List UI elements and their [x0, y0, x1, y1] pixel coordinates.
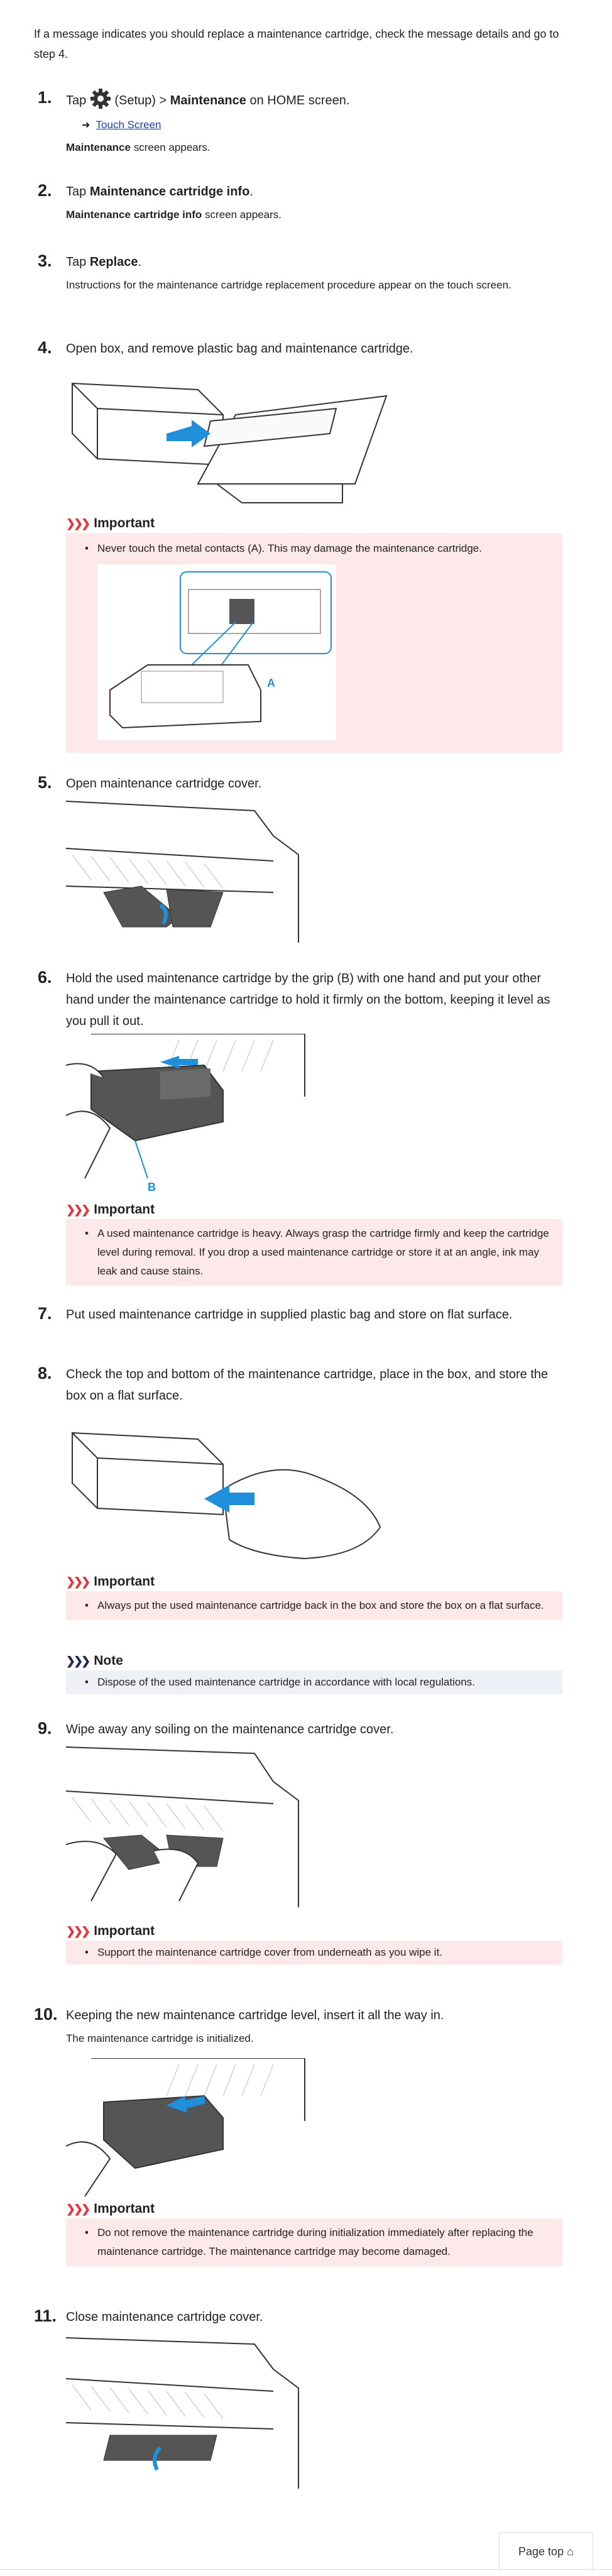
step-result: Maintenance screen appears. [66, 141, 210, 153]
note-box: • Dispose of the used maintenance cartridge in accordance with local regulations. [66, 1670, 562, 1694]
page-top-button[interactable]: Page top ⌂ [499, 2532, 593, 2570]
box-unpacking-illustration [66, 371, 393, 512]
step-text: Open box, and remove plastic bag and maintenance cartridge. [66, 342, 413, 356]
chevron-right-icon: ❯❯❯ [66, 1576, 89, 1588]
contact-label-a: A [267, 677, 275, 689]
notice-text: Never touch the metal contacts (A). This may damage the maintenance cartridge. [97, 542, 482, 554]
note-notice [66, 1652, 562, 1694]
important-heading: ❯❯❯ Important [66, 2200, 562, 2218]
notice-text: Do not remove the maintenance cartridge during initialization immediately after replacing the maintenance cartridge. The maintenance cartridge may become damaged. [97, 2227, 533, 2257]
step-10 [34, 2005, 578, 2047]
step-text: Put used maintenance cartridge in supplied plastic bag and store on flat surface. [66, 1308, 513, 1322]
close-cover-illustration [66, 2335, 305, 2495]
step-number: 1. [38, 88, 52, 107]
step-number: 7. [38, 1304, 52, 1323]
step-number: 3. [38, 251, 52, 270]
store-in-box-illustration [66, 1420, 393, 1568]
footer-divider [0, 2569, 612, 2570]
step-number: 11. [34, 2306, 57, 2325]
step-number: 9. [38, 1719, 52, 1738]
important-heading: ❯❯❯ Important [66, 1200, 562, 1219]
step-9 [38, 1719, 578, 1740]
chevron-right-icon: ❯❯❯ [66, 2203, 89, 2215]
important-box: • A used maintenance cartridge is heavy. Always grasp the cartridge firmly and keep the cartridge level during removal. If you drop a used maintenance cartridge or store it at an angle, ink may leak and cause stains. [66, 1219, 562, 1286]
important-notice-1 [66, 514, 562, 753]
step-result: Maintenance cartridge info screen appears. [66, 209, 281, 221]
note-heading: ❯❯❯ Note [66, 1652, 562, 1670]
step-6 [38, 968, 578, 1032]
important-box: • Never touch the metal contacts (A). This may damage the maintenance cartridge. A [66, 533, 562, 753]
important-box: • Support the maintenance cartridge cover from underneath as you wipe it. [66, 1941, 562, 1965]
step-7 [38, 1304, 578, 1325]
step-number: 6. [38, 968, 52, 987]
step-number: 10. [34, 2005, 58, 2024]
step-1 [38, 88, 578, 156]
step-text: Hold the used maintenance cartridge by the grip (B) with one hand and put your other hand under the maintenance cartridge to hold it firmly on the bottom, keeping it level as you pull it out. [66, 972, 550, 1028]
metal-contacts-illustration [97, 564, 336, 747]
step-result: The maintenance cartridge is initialized. [66, 2032, 254, 2044]
important-notice-2 [66, 1200, 562, 1286]
chevron-right-icon: ❯❯❯ [66, 1203, 89, 1216]
step-text: Wipe away any soiling on the maintenance cartridge cover. [66, 1723, 394, 1736]
touch-screen-link[interactable]: Touch Screen [96, 119, 161, 131]
touch-screen-link-row [82, 119, 578, 131]
step-text: Tap (Setup) > Maintenance on HOME screen. [66, 88, 578, 116]
step-5 [38, 773, 578, 794]
important-box: • Do not remove the maintenance cartridge during initialization immediately after replacing the maintenance cartridge. The maintenance cartridge may become damaged. [66, 2218, 562, 2266]
chevron-right-icon: ❯❯❯ [66, 1655, 89, 1667]
notice-text: Dispose of the used maintenance cartridge in accordance with local regulations. [97, 1676, 476, 1688]
step-11 [34, 2306, 578, 2328]
step-8 [38, 1364, 578, 1406]
important-heading: ❯❯❯ Important [66, 1922, 562, 1941]
step-2 [38, 181, 578, 224]
step-4 [38, 338, 578, 359]
important-heading: ❯❯❯ Important [66, 514, 562, 533]
chevron-right-icon: ❯❯❯ [66, 517, 89, 530]
step-result: Instructions for the maintenance cartridge replacement procedure appear on the touch screen. [66, 279, 511, 291]
notice-text: Always put the used maintenance cartridge back in the box and store the box on a flat surface. [97, 1599, 544, 1611]
step-text: Check the top and bottom of the maintenance cartridge, place in the box, and store the box on a flat surface. [66, 1367, 549, 1403]
step-text: Open maintenance cartridge cover. [66, 777, 262, 791]
step-3 [38, 251, 578, 294]
step-number: 8. [38, 1364, 52, 1383]
step-number: 2. [38, 181, 52, 200]
intro-text: If a message indicates you should replace a maintenance cartridge, check the message details and go to step 4. [34, 28, 559, 60]
grip-label-b: B [148, 1181, 156, 1193]
notice-text: Support the maintenance cartridge cover from underneath as you wipe it. [97, 1946, 443, 1958]
notice-text: A used maintenance cartridge is heavy. Always grasp the cartridge firmly and keep the cartridge level during removal. If you drop a used maintenance cartridge or store it at an angle, ink may leak and cause stains. [97, 1227, 549, 1277]
wipe-cover-illustration [66, 1744, 305, 1917]
step-number: 4. [38, 338, 52, 357]
important-notice-5 [66, 2200, 562, 2266]
important-notice-3 [66, 1572, 562, 1620]
home-icon: ⌂ [567, 2545, 574, 2558]
important-notice-4 [66, 1922, 562, 1965]
remove-cartridge-illustration [66, 1034, 311, 1200]
step-number: 5. [38, 773, 52, 792]
important-box: • Always put the used maintenance cartridge back in the box and store the box on a flat surface. [66, 1591, 562, 1620]
step-text: Keeping the new maintenance cartridge level, insert it all the way in. [66, 2009, 444, 2022]
step-text: Tap Maintenance cartridge info. [66, 185, 253, 199]
insert-cartridge-illustration [66, 2058, 311, 2206]
arrow-right-icon: ➜ [82, 120, 90, 131]
important-heading: ❯❯❯ Important [66, 1572, 562, 1591]
open-cover-illustration [66, 798, 305, 952]
step-text: Tap Replace. [66, 255, 142, 269]
step-text: Close maintenance cartridge cover. [66, 2310, 263, 2324]
gear-icon [90, 88, 111, 116]
chevron-right-icon: ❯❯❯ [66, 1925, 89, 1937]
